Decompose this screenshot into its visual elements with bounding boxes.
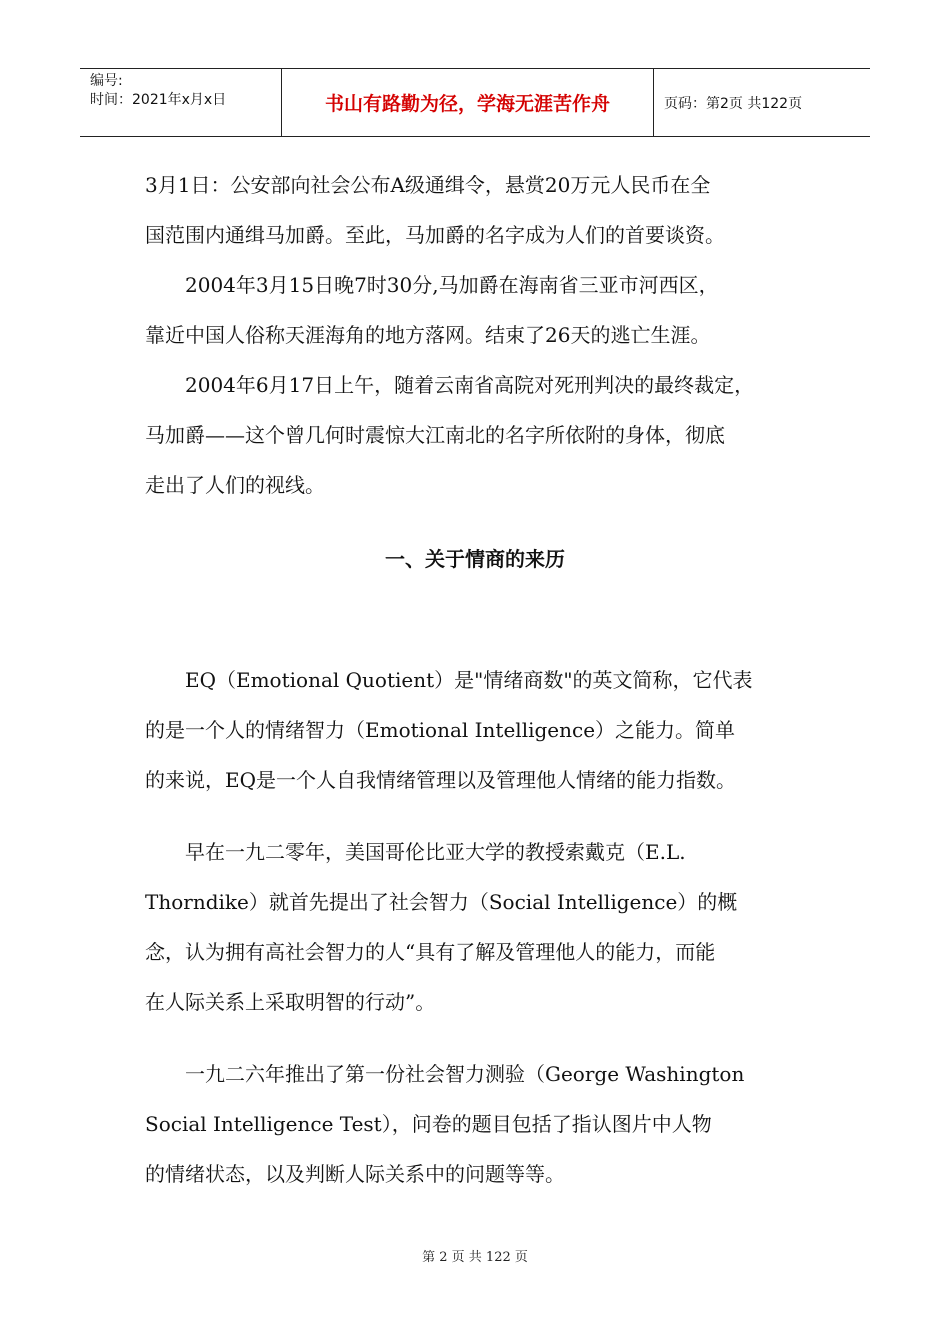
body-line: 靠近中国人俗称天涯海角的地方落网。结束了26天的逃亡生涯。 [145,323,711,347]
body-line: 马加爵——这个曾几何时震惊大江南北的名字所依附的身体，彻底 [145,423,725,447]
body-line: 的是一个人的情绪智力（Emotional Intelligence）之能力。简单 [145,718,736,742]
header-page-info: 页码：第2页 共122页 [664,95,803,112]
number-label: 编号: [90,73,123,89]
body-line: 在人际关系上采取明智的行动”。 [145,990,436,1014]
body-line: 念，认为拥有高社会智力的人“具有了解及管理他人的能力，而能 [145,940,716,964]
section-heading: 一、关于情商的来历 [385,547,565,571]
body-line: 早在一九二零年，美国哥伦比亚大学的教授索戴克（E.L. [145,840,686,864]
body-line: 2004年3月15日晚7时30分,马加爵在海南省三亚市河西区， [145,273,719,297]
body-line: 的来说，EQ是一个人自我情绪管理以及管理他人情绪的能力指数。 [145,768,736,792]
header-table [80,68,870,137]
time-label: 时间：2021年x月x日 [90,92,227,108]
header-meta [80,69,282,136]
body-line: 2004年6月17日上午，随着云南省高院对死刑判决的最终裁定， [145,373,755,397]
header-motto: 书山有路勤为径，学海无涯苦作舟 [282,69,654,136]
body-line: 一九二六年推出了第一份社会智力测验（George Washington [145,1062,745,1086]
body-line: Thorndike）就首先提出了社会智力（Social Intelligence）的概 [145,890,738,914]
body-line: 国范围内通缉马加爵。至此，马加爵的名字成为人们的首要谈资。 [145,223,725,247]
page-footer: 第 2 页 共 122 页 [422,1250,528,1265]
body-line: 的情绪状态，以及判断人际关系中的问题等等。 [145,1162,565,1186]
body-line: EQ（Emotional Quotient）是"情绪商数"的英文简称，它代表 [145,668,753,692]
body-line: 走出了人们的视线。 [145,473,325,497]
body-line: Social Intelligence Test），问卷的题目包括了指认图片中人物 [145,1112,712,1136]
body-line: 3月1日：公安部向社会公布A级通缉令，悬赏20万元人民币在全 [145,173,711,197]
